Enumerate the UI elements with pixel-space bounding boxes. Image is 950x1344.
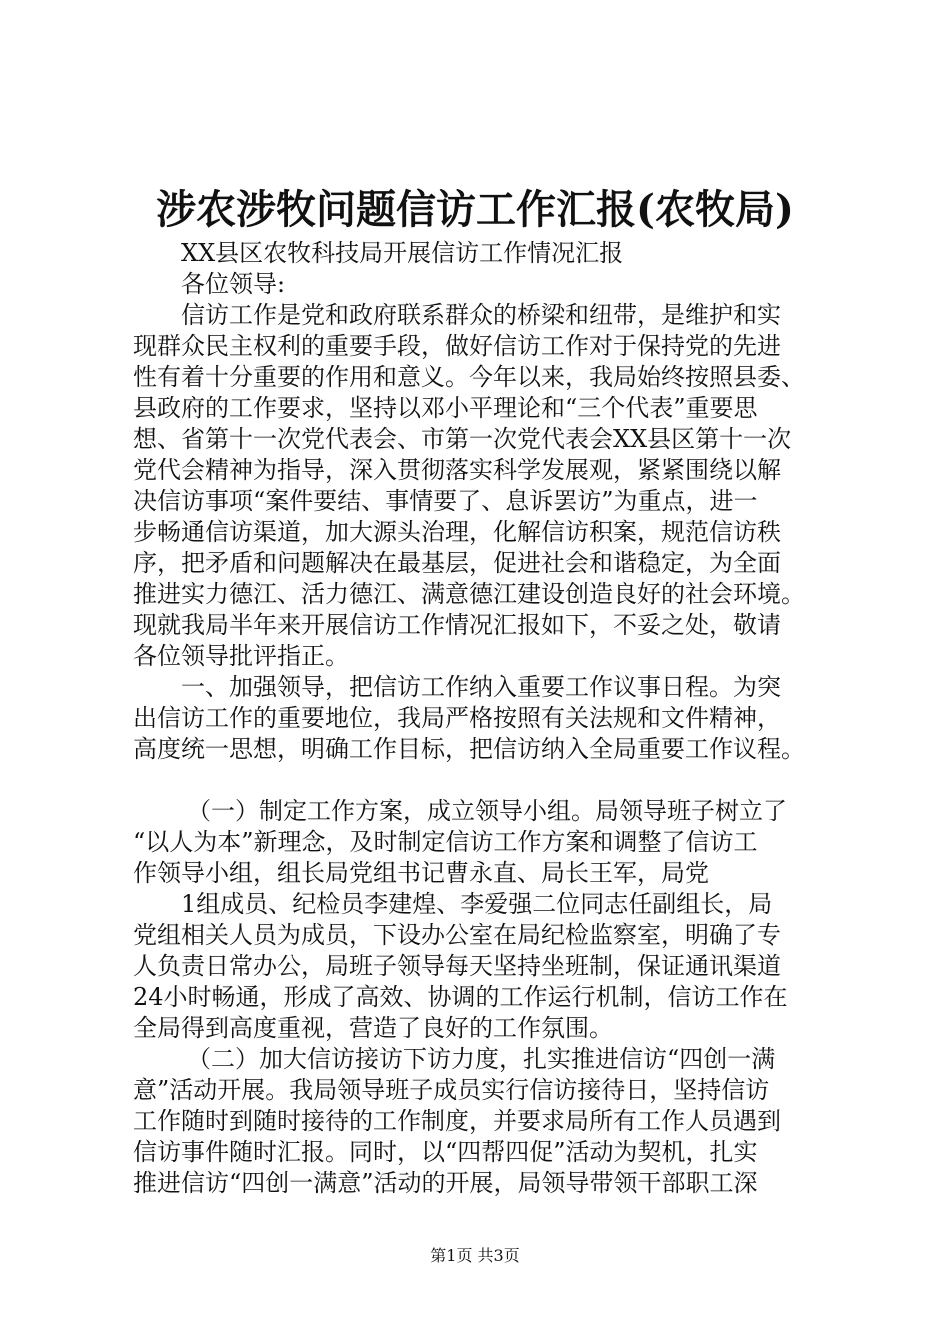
paragraph-line: 信访工作是党和政府联系群众的桥梁和纽带，是维护和实 bbox=[181, 301, 781, 329]
subsection-heading-line: （一）制定工作方案，成立领导小组。局领导班子树立了 bbox=[187, 797, 787, 825]
paragraph-line: 高度统一思想，明确工作目标，把信访纳入全局重要工作议程。 bbox=[133, 735, 805, 763]
document-title: 涉农涉牧问题信访工作汇报(农牧局) bbox=[156, 186, 794, 233]
paragraph-line: 推进实力德江、活力德江、满意德江建设创造良好的社会环境。 bbox=[133, 580, 805, 608]
document-body bbox=[133, 238, 833, 1199]
paragraph-line: 全局得到高度重视，营造了良好的工作氛围。 bbox=[133, 1014, 613, 1042]
paragraph-line: “以人为本”新理念，及时制定信访工作方案和调整了信访工 bbox=[133, 828, 758, 856]
paragraph-line: 各位领导批评指正。 bbox=[133, 642, 349, 670]
paragraph-line: 推进信访“四创一满意”活动的开展，局领导带领干部职工深 bbox=[133, 1169, 758, 1197]
paragraph-line: 作领导小组，组长局党组书记曹永直、局长王军，局党 bbox=[133, 859, 709, 887]
paragraph-line: 现群众民主权利的重要手段，做好信访工作对于保持党的先进 bbox=[133, 332, 781, 360]
report-subtitle: XX县区农牧科技局开展信访工作情况汇报 bbox=[181, 239, 624, 267]
paragraph-gap bbox=[133, 765, 833, 796]
subsection-heading-line: （二）加大信访接访下访力度，扎实推进信访“四创一满 bbox=[187, 1045, 776, 1073]
paragraph-line: 党组相关人员为成员，下设办公室在局纪检监察室，明确了专 bbox=[133, 921, 781, 949]
section-heading-line: 一、加强领导，把信访工作纳入重要工作议事日程。为突 bbox=[181, 673, 781, 701]
paragraph-line: 出信访工作的重要地位，我局严格按照有关法规和文件精神， bbox=[133, 704, 781, 732]
paragraph-line: 县政府的工作要求，坚持以邓小平理论和“三个代表”重要思 bbox=[133, 394, 758, 422]
paragraph-line: 人负责日常办公，局班子领导每天坚持坐班制，保证通讯渠道 bbox=[133, 952, 781, 980]
paragraph-line: 性有着十分重要的作用和意义。今年以来，我局始终按照县委、 bbox=[133, 363, 805, 391]
paragraph-line: 工作随时到随时接待的工作制度，并要求局所有工作人员遇到 bbox=[133, 1107, 781, 1135]
page-number-footer: 第1页 共3页 bbox=[430, 1246, 520, 1265]
paragraph-line: 1组成员、纪检员李建煌、李爱强二位同志任副组长，局 bbox=[181, 890, 773, 918]
paragraph-line: 党代会精神为指导，深入贯彻落实科学发展观，紧紧围绕以解 bbox=[133, 456, 781, 484]
paragraph-line: 24小时畅通，形成了高效、协调的工作运行机制，信访工作在 bbox=[133, 983, 788, 1011]
paragraph-line: 决信访事项“案件要结、事情要了、息诉罢访”为重点，进一 bbox=[133, 487, 758, 515]
paragraph-line: 信访事件随时汇报。同时，以“四帮四促”活动为契机，扎实 bbox=[133, 1138, 758, 1166]
paragraph-line: 序，把矛盾和问题解决在最基层，促进社会和谐稳定，为全面 bbox=[133, 549, 781, 577]
paragraph-line: 想、省第十一次党代表会、市第一次党代表会XX县区第十一次 bbox=[133, 425, 792, 453]
paragraph-line: 步畅通信访渠道，加大源头治理，化解信访积案，规范信访秩 bbox=[133, 518, 781, 546]
salutation: 各位领导: bbox=[181, 270, 286, 298]
paragraph-line: 现就我局半年来开展信访工作情况汇报如下，不妥之处，敬请 bbox=[133, 611, 781, 639]
paragraph-line: 意”活动开展。我局领导班子成员实行信访接待日，坚持信访 bbox=[133, 1076, 770, 1104]
